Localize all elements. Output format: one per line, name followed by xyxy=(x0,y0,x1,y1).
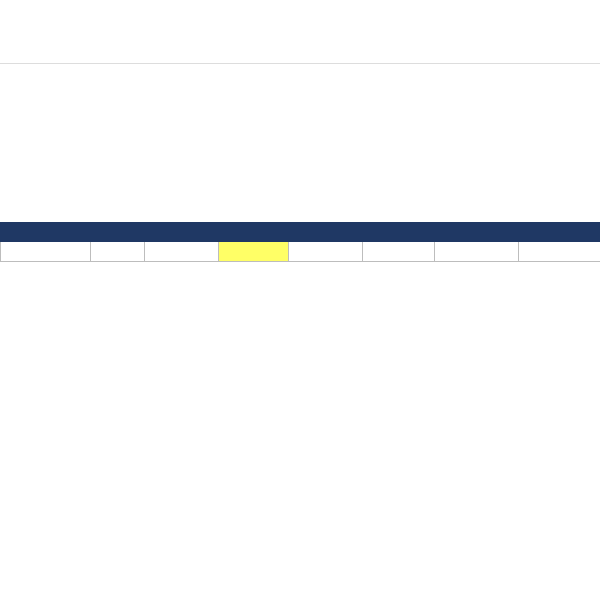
col-price xyxy=(145,242,219,262)
col-buy xyxy=(289,242,363,262)
col-code xyxy=(91,242,145,262)
value-header xyxy=(519,223,600,242)
foreign-trading-table xyxy=(0,222,600,262)
col-sell xyxy=(363,242,435,262)
advance-decline-chart xyxy=(0,63,600,215)
foreign-title xyxy=(1,223,289,242)
chart-plot xyxy=(0,64,600,216)
group-header-blank xyxy=(1,242,91,262)
col-change xyxy=(219,242,289,262)
col-net-value xyxy=(519,242,600,262)
volume-header xyxy=(289,223,519,242)
col-net xyxy=(435,242,519,262)
